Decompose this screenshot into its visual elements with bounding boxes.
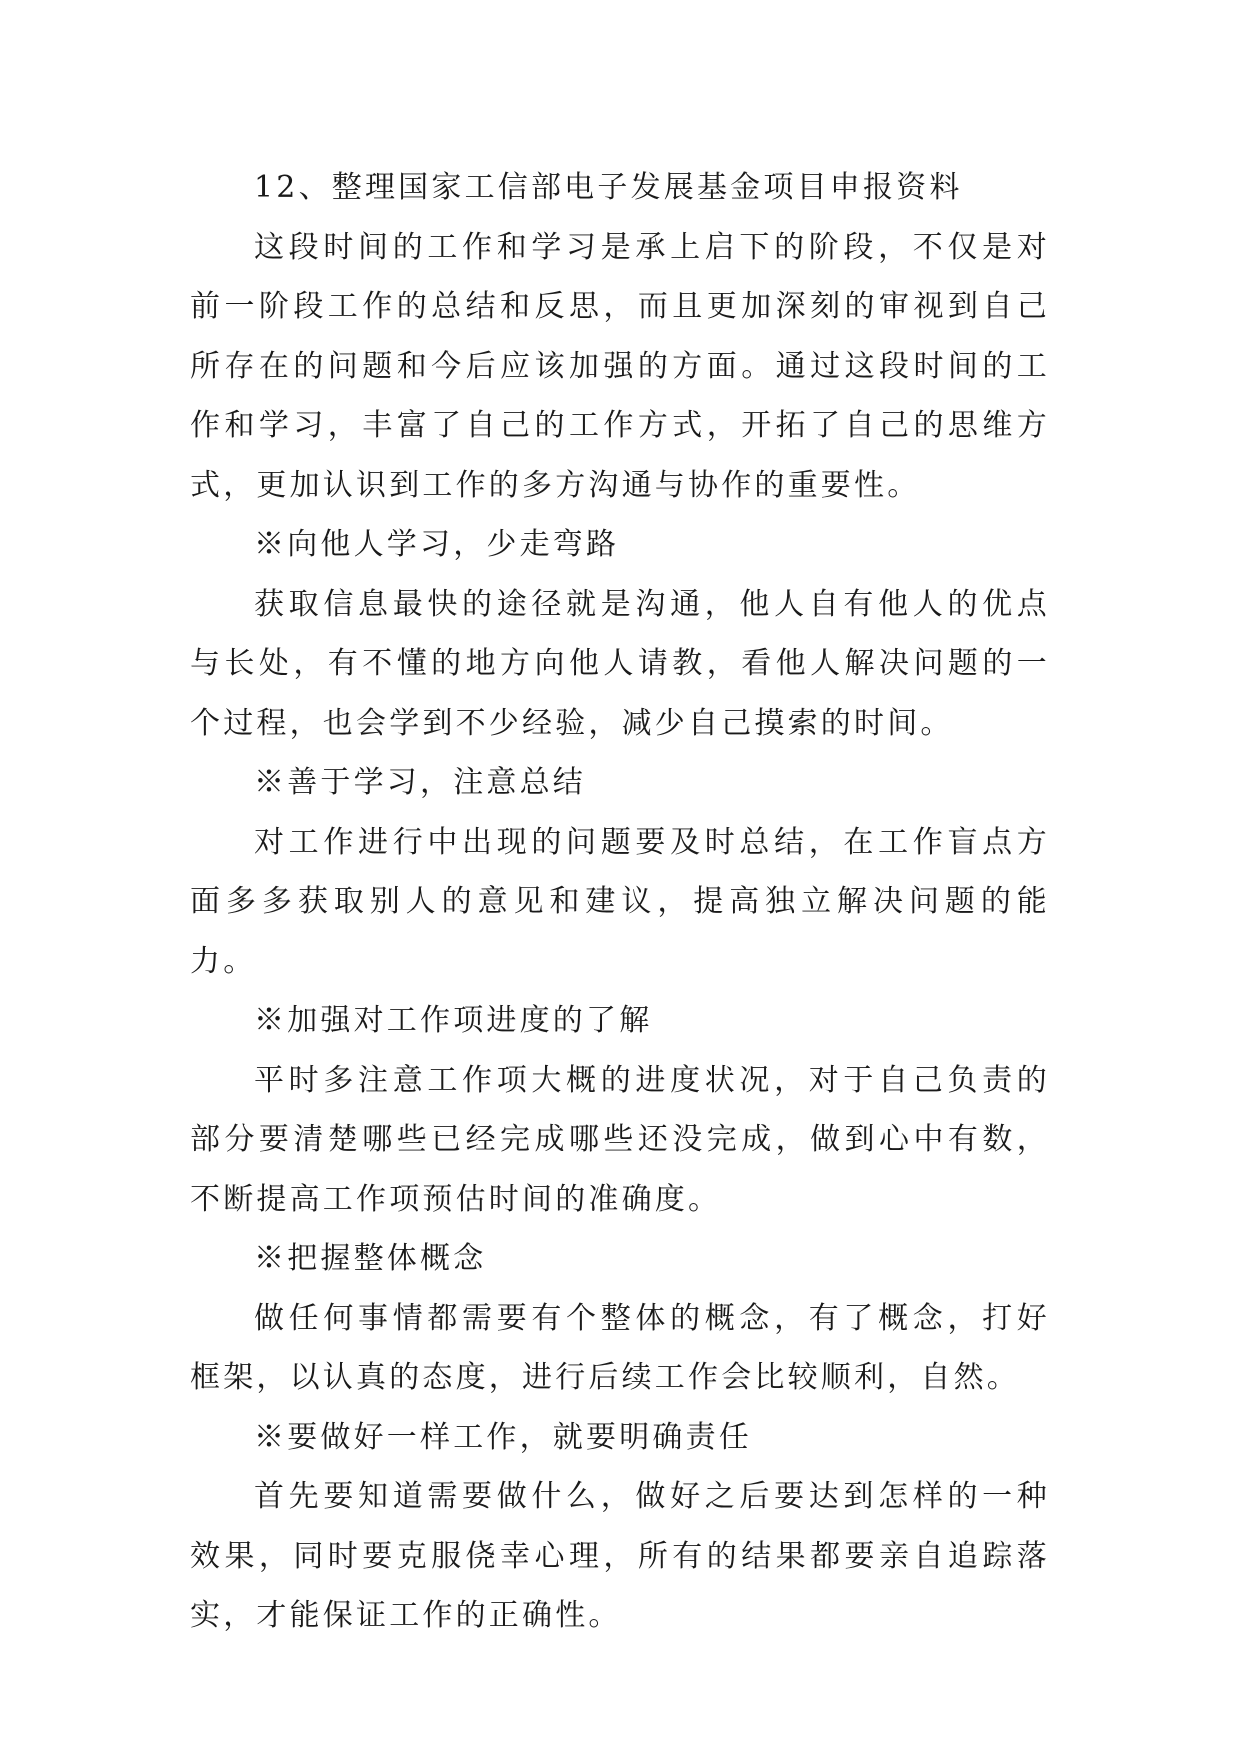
body-paragraph: 对工作进行中出现的问题要及时总结，在工作盲点方面多多获取别人的意见和建议，提高独立解决问题的能力。: [190, 824, 1050, 979]
section-heading: ※向他人学习，少走弯路: [254, 527, 620, 562]
list-item-12: 12、整理国家工信部电子发展基金项目申报资料: [254, 170, 963, 205]
body-paragraph: 做任何事情都需要有个整体的概念，有了概念，打好框架，以认真的态度，进行后续工作会比较顺利，自然。: [190, 1300, 1050, 1395]
section-heading: ※要做好一样工作，就要明确责任: [254, 1419, 752, 1455]
section-heading: ※善于学习，注意总结: [254, 765, 586, 800]
section-heading: ※加强对工作项进度的了解: [254, 1003, 653, 1038]
section-heading: ※把握整体概念: [254, 1241, 487, 1276]
body-paragraph: 获取信息最快的途径就是沟通，他人自有他人的优点与长处，有不懂的地方向他人请教，看他人解决问题的一个过程，也会学到不少经验，减少自己摸索的时间。: [190, 586, 1050, 741]
document-body: [190, 158, 1050, 1646]
body-paragraph: 这段时间的工作和学习是承上启下的阶段，不仅是对前一阶段工作的总结和反思，而且更加深刻的审视到自己所存在的问题和今后应该加强的方面。通过这段时间的工作和学习，丰富了自己的工作方式，开拓了自己的思维方式，更加认识到工作的多方沟通与协作的重要性。: [190, 229, 1050, 503]
body-paragraph: 平时多注意工作项大概的进度状况，对于自己负责的部分要清楚哪些已经完成哪些还没完成，做到心中有数，不断提高工作项预估时间的准确度。: [190, 1062, 1050, 1217]
body-paragraph: 首先要知道需要做什么，做好之后要达到怎样的一种效果，同时要克服侥幸心理，所有的结果都要亲自追踪落实，才能保证工作的正确性。: [190, 1479, 1050, 1633]
